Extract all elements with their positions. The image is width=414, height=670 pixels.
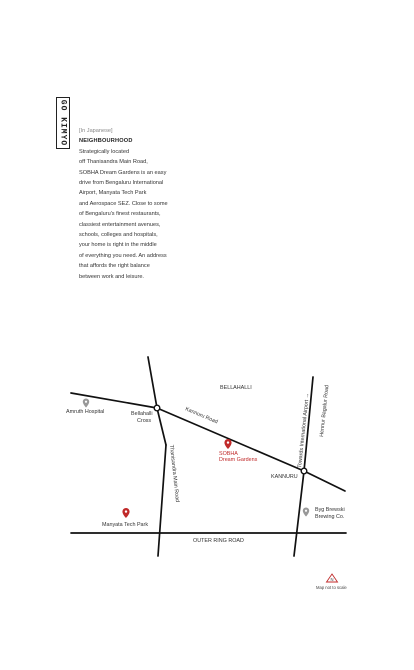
description-line: between work and leisure. bbox=[79, 273, 144, 280]
description-line: that affords the right balance bbox=[79, 263, 150, 270]
north-arrow-label: N bbox=[330, 577, 334, 582]
road-thanisandra-main bbox=[157, 408, 166, 445]
section-heading: NEIGHBOURHOOD bbox=[79, 138, 133, 145]
poi-marker-icon bbox=[303, 508, 309, 517]
description-line: schools, colleges and hospitals, bbox=[79, 232, 158, 239]
poi-label-bellahalli-cross-2: Cross bbox=[137, 418, 152, 424]
poi-label-amruth-hospital: Amruth Hospital bbox=[66, 409, 105, 415]
poi-marker-icon bbox=[83, 399, 89, 408]
description-line: drive from Bengaluru International bbox=[79, 180, 164, 187]
description-line: off Thanisandra Main Road, bbox=[79, 159, 148, 166]
brand-title: GO KIMYO bbox=[58, 99, 68, 147]
description-line: and Aerospace SEZ. Close to some bbox=[79, 200, 168, 207]
description-line: Airport, Manyata Tech Park bbox=[79, 190, 147, 197]
description-line: your home is right in the middle bbox=[79, 242, 157, 249]
road-label-towards-airport: Towards International Airport → bbox=[297, 392, 311, 469]
area-label-kannuru: KANNURU bbox=[271, 474, 298, 480]
description-line: SOBHA Dream Gardens is an easy bbox=[79, 169, 167, 176]
scale-note: Map not to scale bbox=[316, 585, 347, 590]
poi-label-byg-brewski: Byg Brewski bbox=[315, 507, 345, 513]
poi-label-manyata: Manyata Tech Park bbox=[102, 522, 149, 528]
poi-label-brewing-co: Brewing Co. bbox=[315, 514, 345, 520]
road-hennur-bagalur bbox=[294, 471, 304, 556]
description-line: classiest entertainment avenues, bbox=[79, 221, 161, 228]
project-label-dream-gardens: Dream Gardens bbox=[219, 457, 258, 463]
description-line: of everything you need. An address bbox=[79, 252, 167, 259]
junction-bellahalli-cross bbox=[154, 405, 160, 411]
area-label-bellahalli: BELLAHALLI bbox=[220, 385, 252, 391]
road-bellahalli-north bbox=[148, 357, 157, 408]
road-kannuru-east bbox=[304, 471, 345, 491]
description-line: Strategically located bbox=[79, 148, 130, 155]
project-location-icon bbox=[224, 439, 231, 449]
road-label-kannuru-road: Kannuru Road bbox=[184, 406, 219, 426]
road-label-outer-ring: OUTER RING ROAD bbox=[193, 538, 244, 544]
project-label-sobha: SOBHA bbox=[219, 451, 238, 457]
poi-label-bellahalli-cross: Bellahalli bbox=[131, 411, 153, 417]
north-arrow-icon bbox=[327, 574, 338, 582]
road-thanisandra-south bbox=[158, 445, 166, 556]
poi-marker-icon bbox=[122, 508, 129, 518]
road-label-hennur-bagalur: Hennur Bagalur Road bbox=[319, 384, 331, 438]
description-line: of Bengaluru's finest restaurants, bbox=[79, 211, 161, 218]
road-label-thanisandra: Thanisandra Main Road bbox=[168, 444, 180, 503]
language-note: [In Japanese] bbox=[79, 128, 113, 134]
